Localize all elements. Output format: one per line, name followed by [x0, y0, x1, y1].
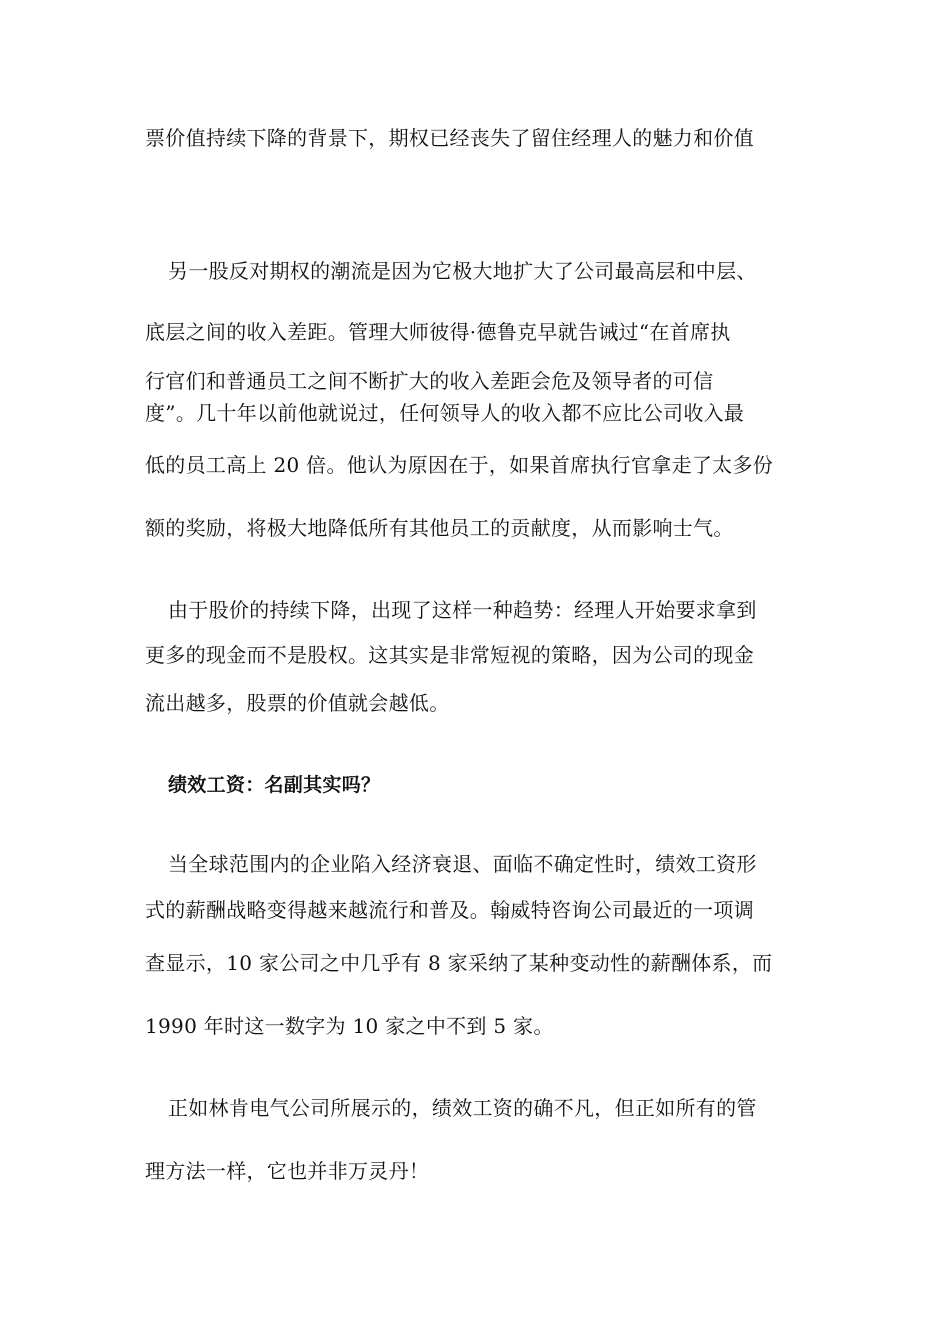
paragraph-2-line-5: 低的员工高上 20 倍。他认为原因在于，如果首席执行官拿走了太多份	[145, 453, 774, 477]
paragraph-4-line-4: 1990 年时这一数字为 10 家之中不到 5 家。	[145, 1014, 554, 1038]
paragraph-5-line-1: 正如林肯电气公司所展示的，绩效工资的确不凡，但正如所有的管	[168, 1096, 757, 1120]
section-heading: 绩效工资：名副其实吗？	[168, 774, 381, 796]
paragraph-3-line-2: 更多的现金而不是股权。这其实是非常短视的策略，因为公司的现金	[145, 643, 754, 667]
paragraph-2-line-3: 行官们和普通员工之间不断扩大的收入差距会危及领导者的可信	[145, 369, 714, 393]
paragraph-2-line-6: 额的奖励，将极大地降低所有其他员工的贡献度，从而影响士气。	[145, 516, 734, 540]
paragraph-2-line-4: 度”。几十年以前他就说过，任何领导人的收入都不应比公司收入最	[145, 401, 745, 425]
paragraph-5-line-2: 理方法一样，它也并非万灵丹！	[145, 1159, 430, 1183]
paragraph-2-line-1: 另一股反对期权的潮流是因为它极大地扩大了公司最高层和中层、	[168, 259, 757, 283]
paragraph-2-line-2: 底层之间的收入差距。管理大师彼得·德鲁克早就告诫过“在首席执	[145, 320, 731, 344]
paragraph-4-line-2: 式的薪酬战略变得越来越流行和普及。翰威特咨询公司最近的一项调	[145, 898, 754, 922]
paragraph-4-line-3: 查显示，10 家公司之中几乎有 8 家采纳了某种变动性的薪酬体系，而	[145, 951, 773, 975]
paragraph-3-line-3: 流出越多，股票的价值就会越低。	[145, 691, 450, 715]
paragraph-1-line-1: 票价值持续下降的背景下，期权已经丧失了留住经理人的魅力和价值	[145, 126, 754, 150]
paragraph-4-line-1: 当全球范围内的企业陷入经济衰退、面临不确定性时，绩效工资形	[168, 852, 757, 876]
paragraph-3-line-1: 由于股价的持续下降，出现了这样一种趋势：经理人开始要求拿到	[168, 598, 757, 622]
